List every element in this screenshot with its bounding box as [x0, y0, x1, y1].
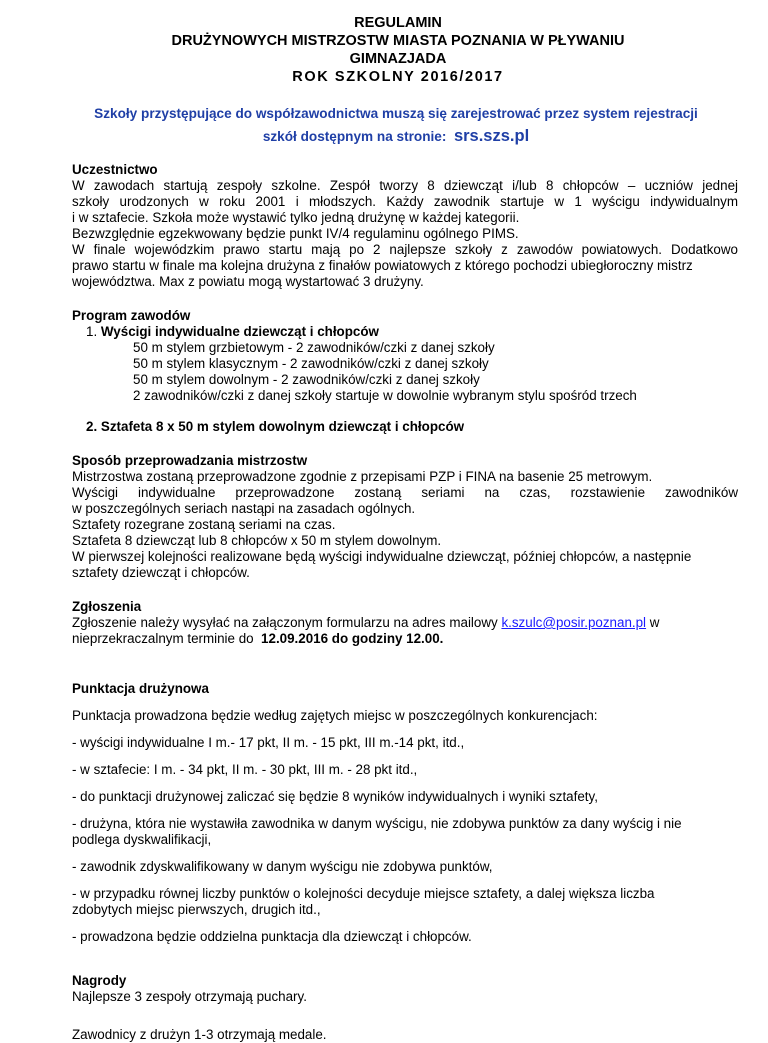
- section-heading-punktacja: Punktacja drużynowa: [72, 681, 209, 696]
- uczestnictwo-line: W zawodach startują zespoły szkolne. Zespół tworzy 8 dziewcząt i/lub 8 chłopców – uczniów jednej: [72, 178, 738, 193]
- zgloszenia-text-end: w: [649, 615, 660, 630]
- document-title: [58, 14, 738, 86]
- sposob-line: Mistrzostwa zostaną przeprowadzone zgodnie z przepisami PZP i FINA na basenie 25 metrowym.: [72, 469, 653, 484]
- title-line-championship: DRUŻYNOWYCH MISTRZOSTW MIASTA POZNANIA W PŁYWANIU: [171, 33, 625, 49]
- title-line-regulamin: REGULAMIN: [354, 15, 442, 31]
- section-sposob: [72, 453, 738, 581]
- program-item-relay: [72, 419, 738, 435]
- nagrody-line: Najlepsze 3 zespoły otrzymają puchary.: [72, 989, 307, 1004]
- program-subitem: 50 m stylem dowolnym - 2 zawodników/czki z danej szkoły: [133, 372, 480, 387]
- uczestnictwo-line: i w sztafecie. Szkoła może wystawić tylko jedną drużynę w każdej kategorii.: [72, 210, 520, 225]
- registration-notice-text: szkół dostępnym na stronie:: [262, 129, 447, 144]
- punktacja-rule: - zawodnik zdyskwalifikowany w danym wyścigu nie zdobywa punktów,: [72, 859, 493, 874]
- title-line-gimnazjada: GIMNAZJADA: [349, 51, 447, 67]
- section-heading-nagrody: Nagrody: [72, 973, 127, 988]
- section-uczestnictwo: [72, 162, 738, 290]
- registration-site-link[interactable]: srs.szs.pl: [453, 127, 530, 145]
- punktacja-intro: Punktacja prowadzona będzie według zajętych miejsc w poszczególnych konkurencjach:: [72, 708, 598, 723]
- zgloszenia-deadline: 12.09.2016 do godziny 12.00.: [261, 631, 444, 646]
- program-subitem: 50 m stylem klasycznym - 2 zawodników/czki z danej szkoły: [133, 356, 489, 371]
- sposob-line: W pierwszej kolejności realizowane będą wyścigi indywidualne dziewcząt, później chłopców, a następnie: [72, 549, 692, 564]
- sposob-line: sztafety dziewcząt i chłopców.: [72, 565, 250, 580]
- nagrody-line: Zawodnicy z drużyn 1-3 otrzymają medale.: [72, 1027, 327, 1042]
- zgloszenia-deadline-text: nieprzekraczalnym terminie do: [72, 631, 254, 646]
- uczestnictwo-line: województwa. Max z powiatu mogą wystartować 3 drużyny.: [72, 274, 424, 289]
- section-nagrody: [72, 973, 738, 1043]
- section-punktacja: [72, 681, 738, 945]
- uczestnictwo-line: W finale wojewódzkim prawo startu mają po 2 najlepsze szkoły z zawodów powiatowych. Dodatkowo: [72, 242, 738, 257]
- sposob-line: Wyścigi indywidualne przeprowadzone zostaną seriami na czas, rozstawienie zawodników: [72, 485, 738, 500]
- program-item-individual: [72, 324, 738, 404]
- uczestnictwo-line: szkoły urodzonych w roku 2001 i młodszych. Każdy zawodnik startuje w 1 wyścigu indywidualnym: [72, 194, 738, 209]
- sposob-line: Sztafety rozegrane zostaną seriami na czas.: [72, 517, 336, 532]
- sposob-line: Sztafeta 8 dziewcząt lub 8 chłopców x 50 m stylem dowolnym.: [72, 533, 442, 548]
- program-list: [72, 324, 738, 435]
- section-zgloszenia: [72, 599, 738, 647]
- sposob-line: w poszczególnych seriach nastąpi na zasadach ogólnych.: [72, 501, 416, 516]
- uczestnictwo-line: prawo startu w finale ma kolejna drużyna z finałów powiatowych z którego pochodzi ubiegłoroczny mistrz: [72, 258, 693, 273]
- program-item-title: Wyścigi indywidualne dziewcząt i chłopców: [100, 324, 379, 339]
- title-line-school-year: ROK SZKOLNY 2016/2017: [292, 69, 504, 85]
- registration-notice-line2: [54, 125, 738, 148]
- registration-notice: [54, 103, 738, 148]
- program-item-title: Sztafeta 8 x 50 m stylem dowolnym dziewcząt i chłopców: [100, 419, 465, 434]
- punktacja-rule: - w sztafecie: I m. - 34 pkt, II m. - 30 pkt, III m. - 28 pkt itd.,: [72, 762, 418, 777]
- program-subitem: 50 m stylem grzbietowym - 2 zawodników/czki z danej szkoły: [133, 340, 495, 355]
- program-subitem: 2 zawodników/czki z danej szkoły startuje w dowolnie wybranym stylu spośród trzech: [133, 388, 637, 403]
- punktacja-rule-cont: podlega dyskwalifikacji,: [72, 832, 212, 847]
- zgloszenia-text: Zgłoszenie należy wysyłać na załączonym formularzu na adres mailowy: [72, 615, 498, 630]
- section-heading-zgloszenia: Zgłoszenia: [72, 599, 142, 614]
- registration-notice-line1: Szkoły przystępujące do współzawodnictwa muszą się zarejestrować przez system rejestracji: [94, 106, 698, 121]
- section-heading-program: Program zawodów: [72, 308, 191, 323]
- uczestnictwo-line: Bezwzględnie egzekwowany będzie punkt IV/4 regulaminu ogólnego PIMS.: [72, 226, 519, 241]
- section-heading-uczestnictwo: Uczestnictwo: [72, 162, 158, 177]
- punktacja-rule: - drużyna, która nie wystawiła zawodnika w danym wyścigu, nie zdobywa punktów za dany wyścig i nie: [72, 816, 682, 831]
- section-program: [72, 308, 738, 435]
- punktacja-rule: - wyścigi indywidualne I m.- 17 pkt, II m. - 15 pkt, III m.-14 pkt, itd.,: [72, 735, 465, 750]
- punktacja-rule: - prowadzona będzie oddzielna punktacja dla dziewcząt i chłopców.: [72, 929, 472, 944]
- punktacja-rule: - do punktacji drużynowej zaliczać się będzie 8 wyników indywidualnych i wyniki sztafety,: [72, 789, 598, 804]
- zgloszenia-line1: [72, 615, 738, 631]
- section-heading-sposob: Sposób przeprowadzania mistrzostw: [72, 453, 308, 468]
- program-item-number: 2.: [86, 419, 98, 434]
- program-item-number: 1.: [86, 324, 98, 339]
- punktacja-rule: - w przypadku równej liczby punktów o kolejności decyduje miejsce sztafety, a dalej większa liczba: [72, 886, 655, 901]
- email-link[interactable]: k.szulc@posir.poznan.pl: [501, 615, 647, 630]
- zgloszenia-line2: [72, 631, 738, 647]
- punktacja-rule-cont: zdobytych miejsc pierwszych, drugich itd.,: [72, 902, 321, 917]
